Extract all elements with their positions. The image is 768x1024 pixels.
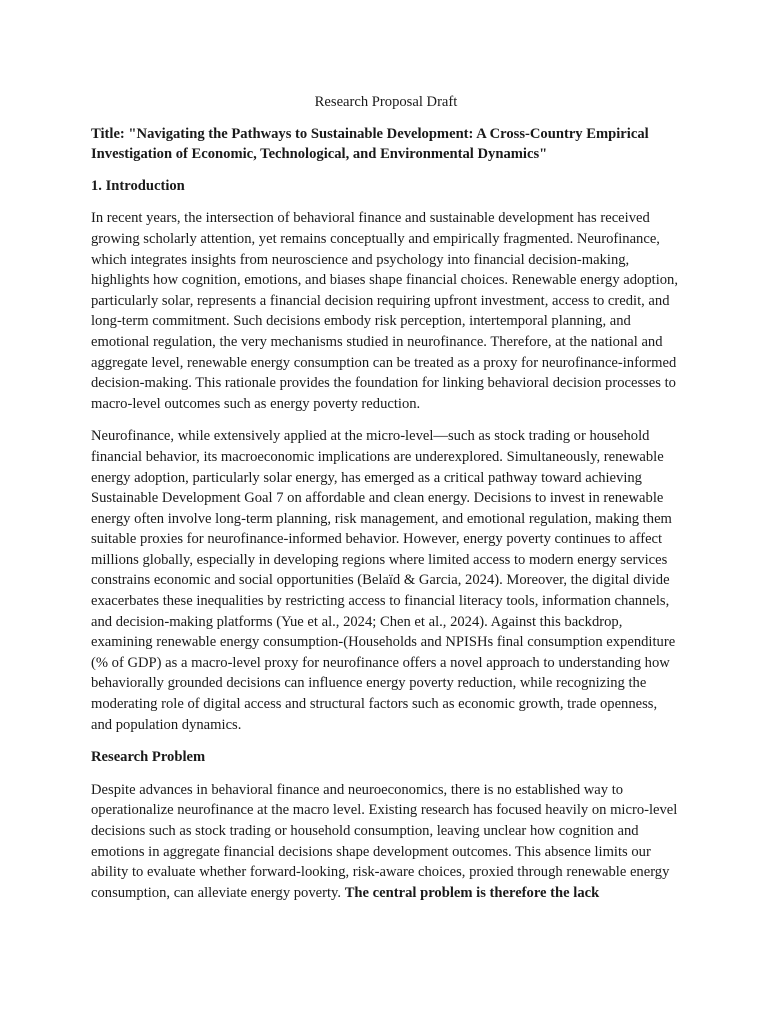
research-problem-paragraph-1 xyxy=(91,780,681,904)
research-problem-emphasis: The central problem is therefore the lack xyxy=(344,884,600,901)
section-heading-research-problem: Research Problem xyxy=(91,749,206,766)
document-title: Title: "Navigating the Pathways to Sustainable Development: A Cross-Country Empirical Investigation of Economic, Technological, and Environmental Dynamics" xyxy=(91,125,649,163)
research-problem-paragraph-1-text: Despite advances in behavioral finance and neuroeconomics, there is no established way to operationalize neurofinance at the macro level. Existing research has focused heavily on micro-level decisions such as stock trading or household consumption, leaving unclear how cognition and emotions in aggregate financial decisions shape development outcomes. This absence limits our ability to evaluate whether forward-looking, risk-aware choices, proxied through renewable energy consumption, can alleviate energy poverty. xyxy=(91,781,678,901)
document-header: Research Proposal Draft xyxy=(314,94,458,110)
introduction-paragraph-2: Neurofinance, while extensively applied at the micro-level—such as stock trading or household financial behavior, its macroeconomic implications are underexplored. Simultaneously, renewable energy adoption, particularly solar energy, has emerged as a critical pathway toward achieving Sustainable Development Goal 7 on affordable and clean energy. Decisions to invest in renewable energy often involve long-term planning, risk management, and emotional regulation, making them suitable proxies for neurofinance-informed behavior. However, energy poverty continues to affect millions globally, especially in developing regions where limited access to modern energy services constrains economic and social opportunities (Belaïd & Garcia, 2024). Moreover, the digital divide exacerbates these inequalities by restricting access to financial literacy tools, information channels, and decision-making platforms (Yue et al., 2024; Chen et al., 2024). Against this backdrop, examining renewable energy consumption-(Households and NPISHs final consumption expenditure (% of GDP) as a macro-level proxy for neurofinance offers a novel approach to understanding how behaviorally grounded decisions can influence energy poverty reduction, while recognizing the moderating role of digital access and structural factors such as economic growth, trade openness, and population dynamics. xyxy=(91,428,676,733)
introduction-paragraph-1: In recent years, the intersection of behavioral finance and sustainable development has received growing scholarly attention, yet remains conceptually and empirically fragmented. Neurofinance, which integrates insights from neuroscience and psychology into financial decision-making, highlights how cognition, emotions, and biases shape financial choices. Renewable energy adoption, particularly solar, represents a financial decision requiring upfront investment, access to credit, and long-term commitment. Such decisions embody risk perception, intertemporal planning, and emotional regulation, the very mechanisms studied in neurofinance. Therefore, at the national and aggregate level, renewable energy consumption can be treated as a proxy for neurofinance-informed decision-making. This rationale provides the foundation for linking behavioral decision processes to macro-level outcomes such as energy poverty reduction. xyxy=(91,210,678,412)
section-heading-introduction: 1. Introduction xyxy=(91,177,185,194)
document-page xyxy=(91,92,681,915)
